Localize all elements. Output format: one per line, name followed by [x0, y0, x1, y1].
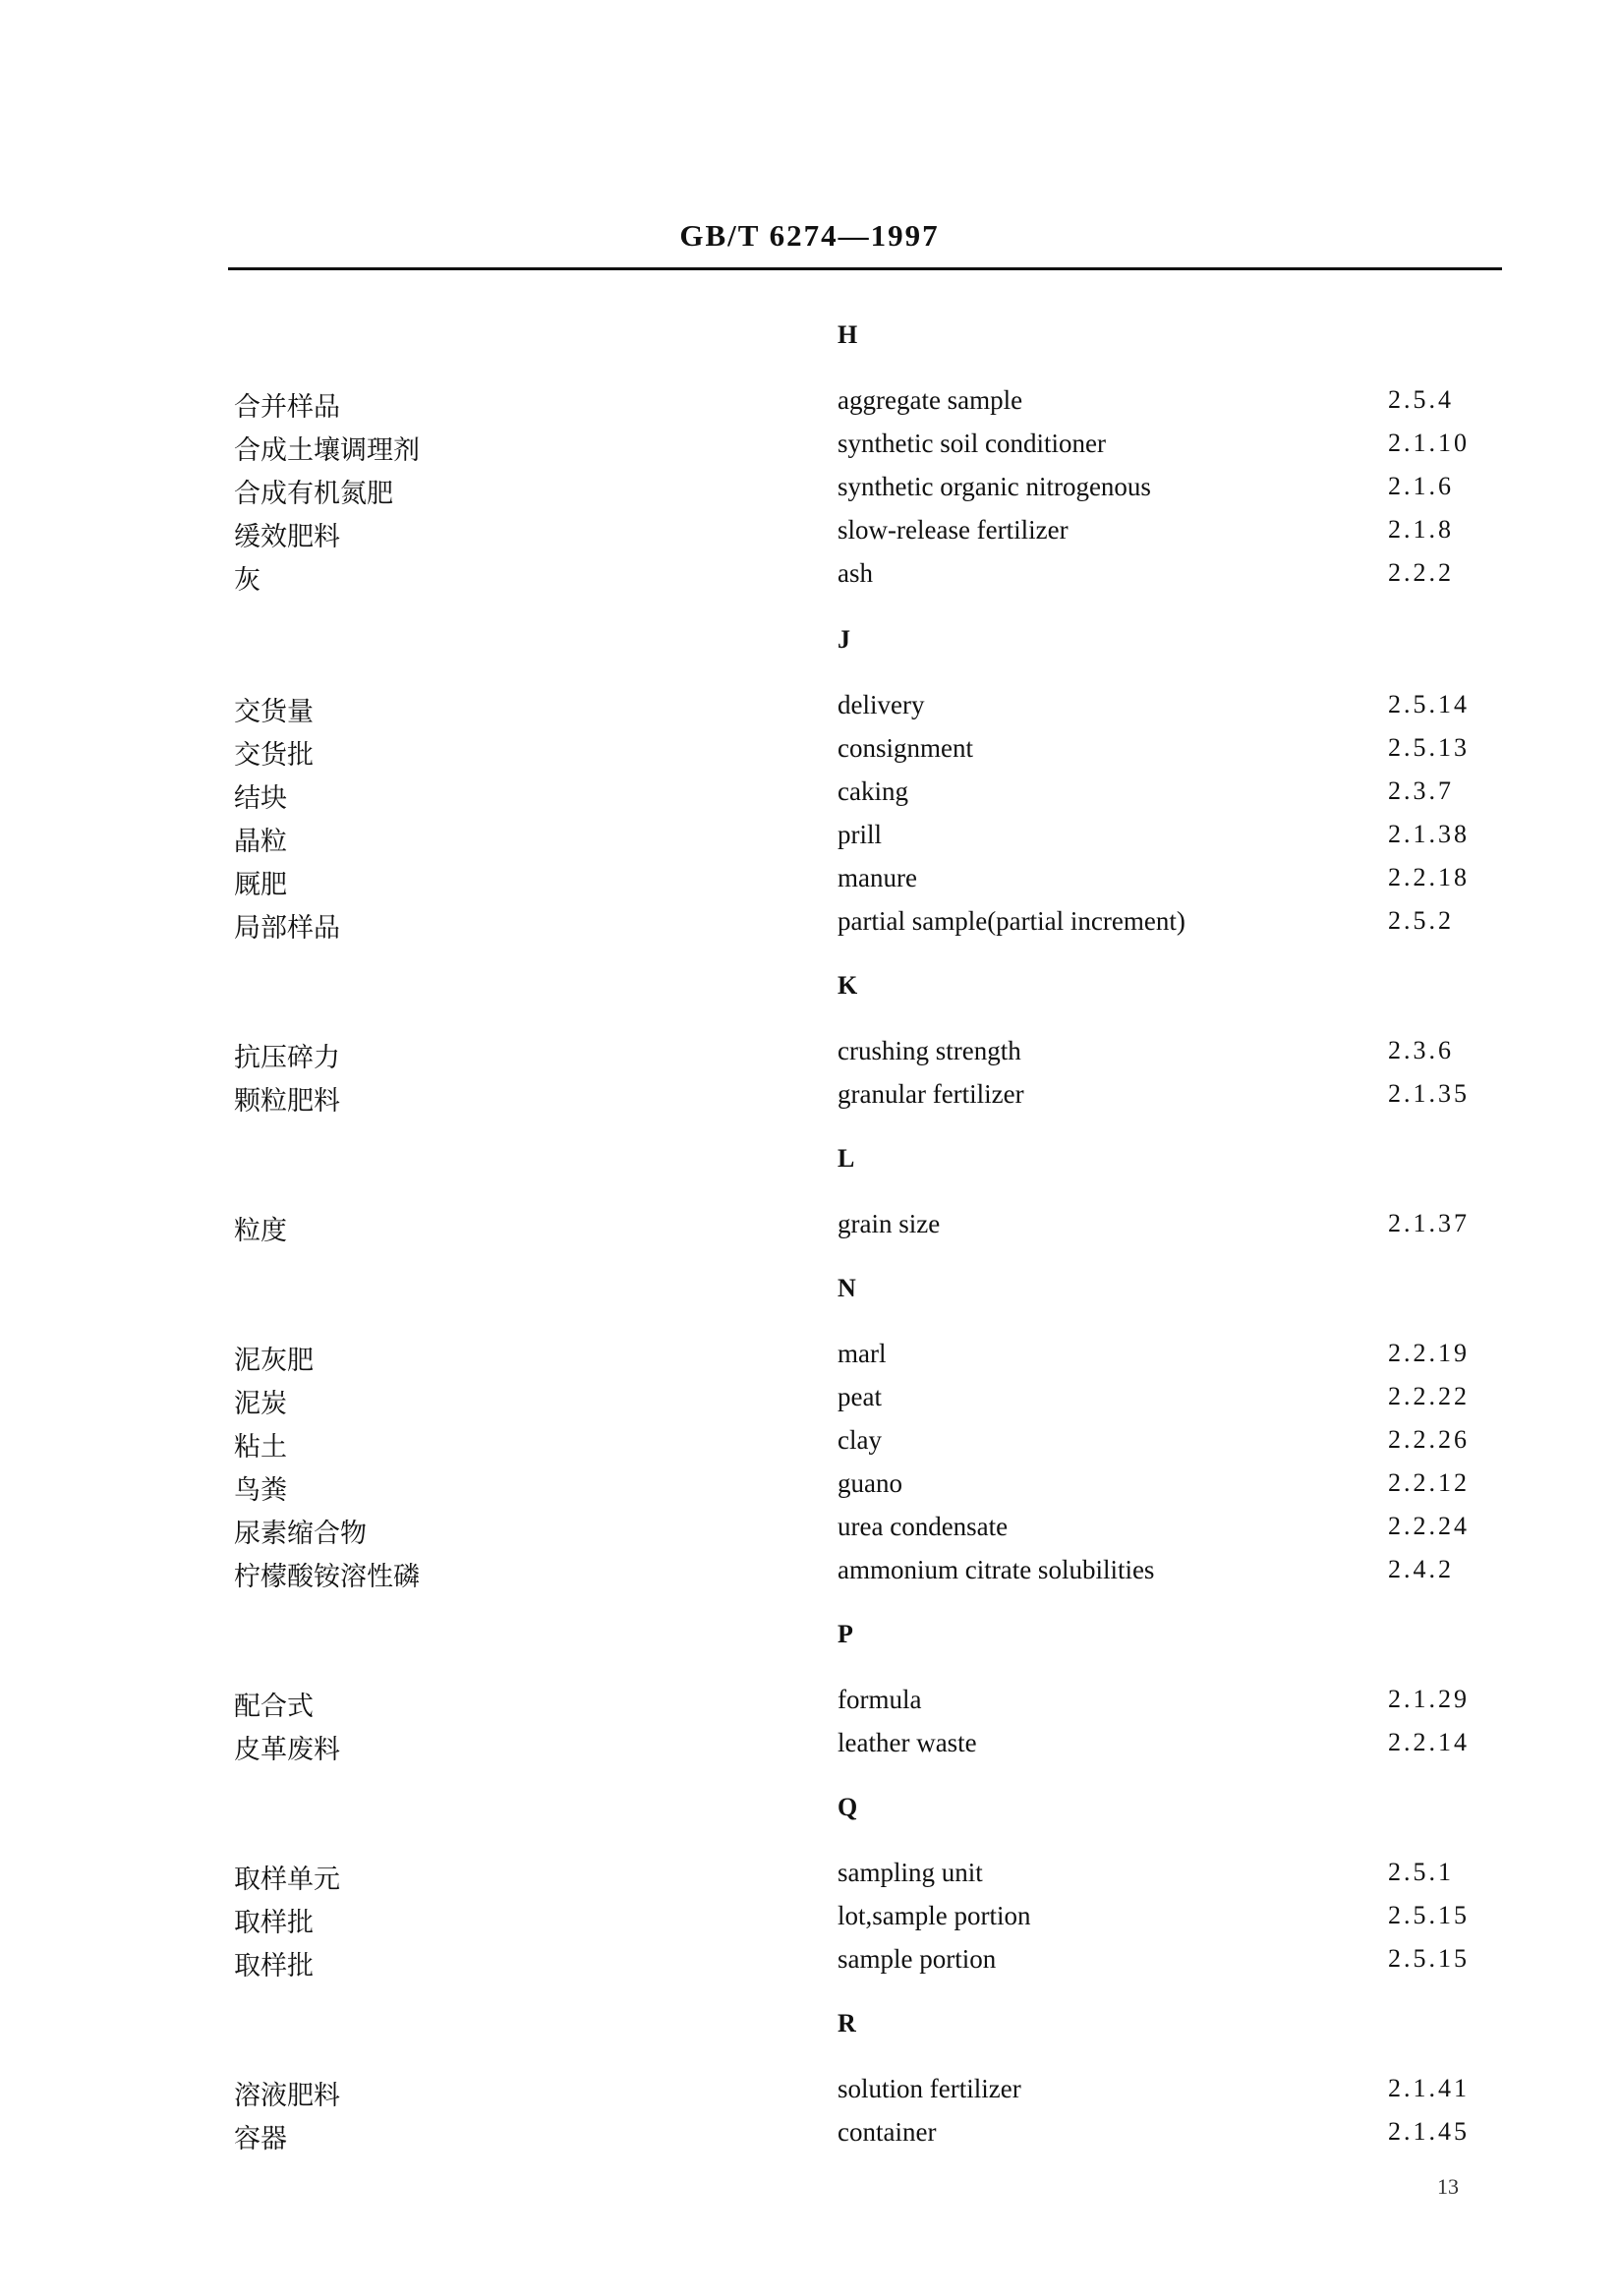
index-entry — [0, 1209, 1619, 1252]
page-number: 13 — [1437, 2174, 1459, 2199]
term-chinese: 取样批 — [234, 1908, 314, 1938]
term-chinese: 灰 — [234, 565, 260, 596]
clause-number: 2.1.37 — [1388, 1209, 1470, 1237]
clause-number: 2.2.24 — [1388, 1512, 1470, 1540]
section-letter-r: R — [838, 2009, 856, 2038]
index-entry — [0, 1036, 1619, 1079]
index-entry — [0, 2117, 1619, 2160]
section-letter-k: K — [838, 971, 858, 1000]
index-entry — [0, 558, 1619, 602]
term-english: marl — [838, 1339, 887, 1368]
clause-number: 2.5.15 — [1388, 1901, 1470, 1929]
term-chinese: 鸟粪 — [234, 1475, 287, 1506]
term-chinese: 粘土 — [234, 1432, 287, 1463]
clause-number: 2.5.2 — [1388, 906, 1454, 935]
section-letter-q: Q — [838, 1793, 858, 1821]
term-english: prill — [838, 820, 882, 849]
term-chinese: 取样单元 — [234, 1865, 340, 1895]
clause-number: 2.2.22 — [1388, 1382, 1470, 1410]
section-letter-h: H — [838, 320, 858, 349]
clause-number: 2.1.29 — [1388, 1685, 1470, 1713]
term-chinese: 抗压碎力 — [234, 1043, 340, 1073]
clause-number: 2.1.8 — [1388, 515, 1454, 544]
header-rule — [228, 267, 1502, 270]
clause-number: 2.5.13 — [1388, 733, 1470, 762]
clause-number: 2.1.45 — [1388, 2117, 1470, 2146]
term-english: peat — [838, 1382, 882, 1411]
term-english: crushing strength — [838, 1036, 1021, 1065]
term-english: guano — [838, 1468, 902, 1498]
index-entry — [0, 1382, 1619, 1425]
clause-number: 2.2.19 — [1388, 1339, 1470, 1367]
term-english: container — [838, 2117, 937, 2147]
term-english: grain size — [838, 1209, 941, 1238]
term-english: aggregate sample — [838, 385, 1023, 415]
term-english: sample portion — [838, 1944, 997, 1974]
clause-number: 2.4.2 — [1388, 1555, 1454, 1583]
term-english: slow-release fertilizer — [838, 515, 1069, 545]
index-entry — [0, 429, 1619, 472]
clause-number: 2.1.35 — [1388, 1079, 1470, 1108]
clause-number: 2.5.15 — [1388, 1944, 1470, 1973]
clause-number: 2.5.4 — [1388, 385, 1454, 414]
term-english: leather waste — [838, 1728, 977, 1757]
term-chinese: 柠檬酸铵溶性磷 — [234, 1562, 420, 1592]
term-chinese: 交货批 — [234, 740, 314, 771]
index-entry — [0, 1468, 1619, 1512]
clause-number: 2.2.2 — [1388, 558, 1454, 587]
term-english: ash — [838, 558, 873, 588]
index-entry — [0, 863, 1619, 906]
term-chinese: 厩肥 — [234, 870, 287, 900]
index-entry — [0, 1512, 1619, 1555]
term-english: synthetic organic nitrogenous — [838, 472, 1151, 501]
term-english: lot,sample portion — [838, 1901, 1031, 1930]
clause-number: 2.3.6 — [1388, 1036, 1454, 1064]
term-english: urea condensate — [838, 1512, 1009, 1541]
clause-number: 2.3.7 — [1388, 776, 1454, 805]
clause-number: 2.2.12 — [1388, 1468, 1470, 1497]
clause-number: 2.1.38 — [1388, 820, 1470, 848]
index-entry — [0, 1858, 1619, 1901]
term-chinese: 泥炭 — [234, 1389, 287, 1419]
clause-number: 2.2.26 — [1388, 1425, 1470, 1454]
clause-number: 2.5.14 — [1388, 690, 1470, 718]
index-entry — [0, 1901, 1619, 1944]
index-entry — [0, 1555, 1619, 1598]
section-letter-j: J — [838, 625, 850, 654]
index-entry — [0, 515, 1619, 558]
term-english: clay — [838, 1425, 882, 1455]
term-english: consignment — [838, 733, 973, 763]
index-entry — [0, 820, 1619, 863]
clause-number: 2.2.14 — [1388, 1728, 1470, 1756]
standard-code: GB/T 6274—1997 — [679, 218, 940, 253]
term-chinese: 局部样品 — [234, 913, 340, 944]
section-letter-l: L — [838, 1144, 855, 1173]
index-entry — [0, 906, 1619, 949]
term-english: sampling unit — [838, 1858, 983, 1887]
clause-number: 2.2.18 — [1388, 863, 1470, 891]
term-chinese: 结块 — [234, 783, 287, 814]
term-english: partial sample(partial increment) — [838, 906, 1185, 936]
term-chinese: 交货量 — [234, 697, 314, 727]
index-entry — [0, 1339, 1619, 1382]
index-entry — [0, 385, 1619, 429]
index-entry — [0, 1079, 1619, 1122]
term-chinese: 颗粒肥料 — [234, 1086, 340, 1117]
term-chinese: 溶液肥料 — [234, 2081, 340, 2111]
term-chinese: 容器 — [234, 2124, 287, 2154]
term-chinese: 合成有机氮肥 — [234, 479, 393, 509]
term-english: granular fertilizer — [838, 1079, 1024, 1109]
term-english: ammonium citrate solubilities — [838, 1555, 1155, 1584]
index-entry — [0, 733, 1619, 776]
index-entry — [0, 1425, 1619, 1468]
index-entry — [0, 776, 1619, 820]
term-english: synthetic soil conditioner — [838, 429, 1106, 458]
term-english: solution fertilizer — [838, 2074, 1021, 2103]
index-entry — [0, 1685, 1619, 1728]
index-entry — [0, 1944, 1619, 1987]
index-entry — [0, 690, 1619, 733]
clause-number: 2.1.41 — [1388, 2074, 1470, 2102]
term-english: formula — [838, 1685, 922, 1714]
term-chinese: 晶粒 — [234, 827, 287, 857]
section-letter-n: N — [838, 1274, 856, 1302]
term-chinese: 配合式 — [234, 1692, 314, 1722]
term-chinese: 合并样品 — [234, 392, 340, 423]
term-chinese: 泥灰肥 — [234, 1346, 314, 1376]
term-chinese: 合成土壤调理剂 — [234, 435, 420, 466]
index-entry — [0, 1728, 1619, 1771]
term-chinese: 粒度 — [234, 1216, 287, 1246]
term-chinese: 取样批 — [234, 1951, 314, 1981]
clause-number: 2.1.10 — [1388, 429, 1470, 457]
term-english: manure — [838, 863, 917, 892]
term-chinese: 缓效肥料 — [234, 522, 340, 552]
index-entry — [0, 472, 1619, 515]
clause-number: 2.1.6 — [1388, 472, 1454, 500]
index-entry — [0, 2074, 1619, 2117]
section-letter-p: P — [838, 1620, 853, 1648]
term-chinese: 尿素缩合物 — [234, 1519, 367, 1549]
term-english: delivery — [838, 690, 925, 719]
term-chinese: 皮革废料 — [234, 1735, 340, 1765]
clause-number: 2.5.1 — [1388, 1858, 1454, 1886]
term-english: caking — [838, 776, 908, 806]
